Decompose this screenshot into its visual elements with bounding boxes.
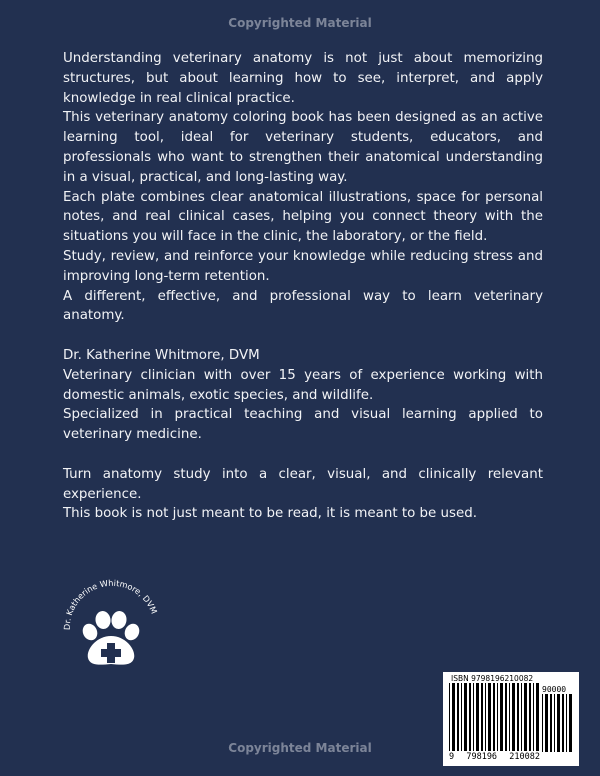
paw-cross-icon	[58, 572, 162, 676]
closing-line-2: This book is not just meant to be read, it is meant to be used.	[63, 506, 478, 522]
barcode-digit-group: 210082	[509, 752, 540, 762]
paragraph-tagline: A different, effective, and professional way to learn veterinary anatomy.	[63, 288, 543, 324]
copyright-watermark-bottom: Copyrighted Material	[228, 741, 372, 755]
copyright-watermark-top: Copyrighted Material	[228, 16, 372, 30]
back-cover-text	[63, 49, 543, 524]
author-logo	[58, 572, 162, 676]
paragraph-plates: Each plate combines clear anatomical illustrations, space for personal notes, and real clinical cases, helping you connect theory with the situations you will face in the clinic, the laboratory, or the field.	[63, 189, 543, 245]
author-bio-experience: Veterinary clinician with over 15 years of experience working with domestic animals, exotic species, and wildlife.	[63, 367, 543, 403]
paragraph-intro: Understanding veterinary anatomy is not just about memorizing structures, but about learning how to see, interpret, and apply knowledge in real clinical practice.	[63, 51, 543, 106]
author-bio-specialty: Specialized in practical teaching and visual learning applied to veterinary medicine.	[63, 407, 543, 443]
author-name: Dr. Katherine Whitmore, DVM	[63, 347, 260, 363]
closing-line-1: Turn anatomy study into a clear, visual, and clinically relevant experience.	[63, 466, 543, 502]
paragraph-study: Study, review, and reinforce your knowledge while reducing stress and improving long-term retention.	[63, 248, 543, 284]
paragraph-purpose: This veterinary anatomy coloring book has been designed as an active learning tool, ideal for veterinary students, educators, and professionals who want to strengthen their anatomical understanding in a visual, practical, and long-lasting way.	[63, 110, 543, 185]
isbn-label: ISBN 9798196210082	[451, 674, 534, 683]
barcode-digit-group: 798196	[466, 752, 498, 762]
price-code: 90000	[542, 685, 567, 694]
logo-arc-text: Dr. Katherine Whitmore, DVM	[61, 577, 160, 631]
barcode-digit-group: 9	[449, 752, 455, 762]
